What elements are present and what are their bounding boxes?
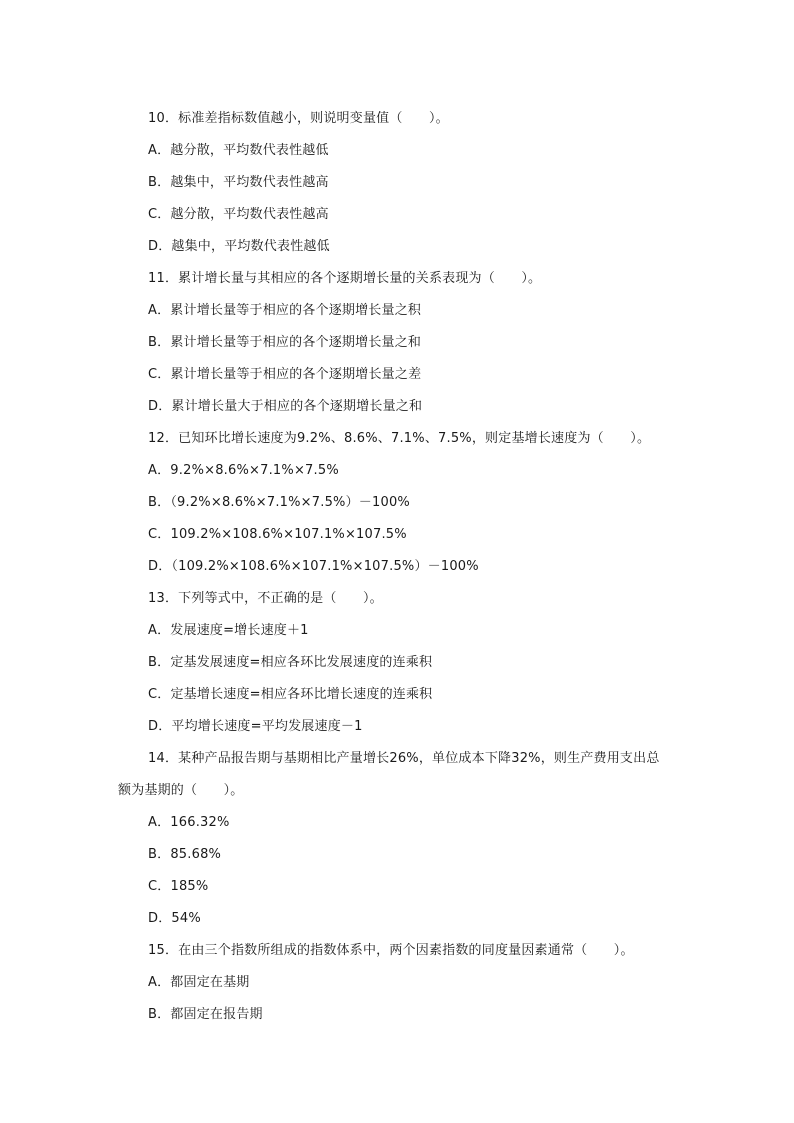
question-10-option-a: A．越分散，平均数代表性越低 [148, 143, 329, 158]
question-12-option-a: A．9.2%×8.6%×7.1%×7.5% [148, 463, 339, 478]
question-12-option-b: B．（9.2%×8.6%×7.1%×7.5%）－100% [148, 495, 410, 510]
question-14-stem: 14．某种产品报告期与基期相比产量增长26%，单位成本下降32%，则生产费用支出总 [148, 751, 660, 766]
question-12-stem: 12．已知环比增长速度为9.2%、8.6%、7.1%、7.5%，则定基增长速度为（ ）。 [148, 431, 651, 446]
question-13-option-d: D．平均增长速度=平均发展速度－1 [148, 719, 363, 734]
question-10-option-d: D．越集中，平均数代表性越低 [148, 239, 330, 254]
question-13-option-c: C．定基增长速度=相应各环比增长速度的连乘积 [148, 687, 433, 702]
question-12-option-d: D．（109.2%×108.6%×107.1%×107.5%）－100% [148, 559, 479, 574]
question-11-option-d: D．累计增长量大于相应的各个逐期增长量之和 [148, 399, 423, 414]
question-11-stem: 11．累计增长量与其相应的各个逐期增长量的关系表现为（ ）。 [148, 271, 542, 286]
question-11-option-b: B．累计增长量等于相应的各个逐期增长量之和 [148, 335, 422, 350]
question-15-stem: 15．在由三个指数所组成的指数体系中，两个因素指数的同度量因素通常（ ）。 [148, 943, 634, 958]
question-14-option-d: D．54% [148, 911, 201, 926]
question-14-stem-continued: 额为基期的（ ）。 [118, 783, 244, 798]
question-11-option-a: A．累计增长量等于相应的各个逐期增长量之积 [148, 303, 422, 318]
question-11-option-c: C．累计增长量等于相应的各个逐期增长量之差 [148, 367, 422, 382]
question-15-option-a: A．都固定在基期 [148, 975, 250, 990]
question-14-option-c: C．185% [148, 879, 209, 894]
question-13-stem: 13．下列等式中，不正确的是（ ）。 [148, 591, 383, 606]
question-14-option-b: B．85.68% [148, 847, 222, 862]
question-10-option-b: B．越集中，平均数代表性越高 [148, 175, 329, 190]
question-15-option-b: B．都固定在报告期 [148, 1007, 263, 1022]
question-10-option-c: C．越分散，平均数代表性越高 [148, 207, 329, 222]
question-14-option-a: A．166.32% [148, 815, 230, 830]
question-13-option-a: A．发展速度=增长速度＋1 [148, 623, 309, 638]
question-12-option-c: C．109.2%×108.6%×107.1%×107.5% [148, 527, 407, 542]
question-13-option-b: B．定基发展速度=相应各环比发展速度的连乘积 [148, 655, 433, 670]
question-10-stem: 10．标准差指标数值越小，则说明变量值（ ）。 [148, 111, 449, 126]
